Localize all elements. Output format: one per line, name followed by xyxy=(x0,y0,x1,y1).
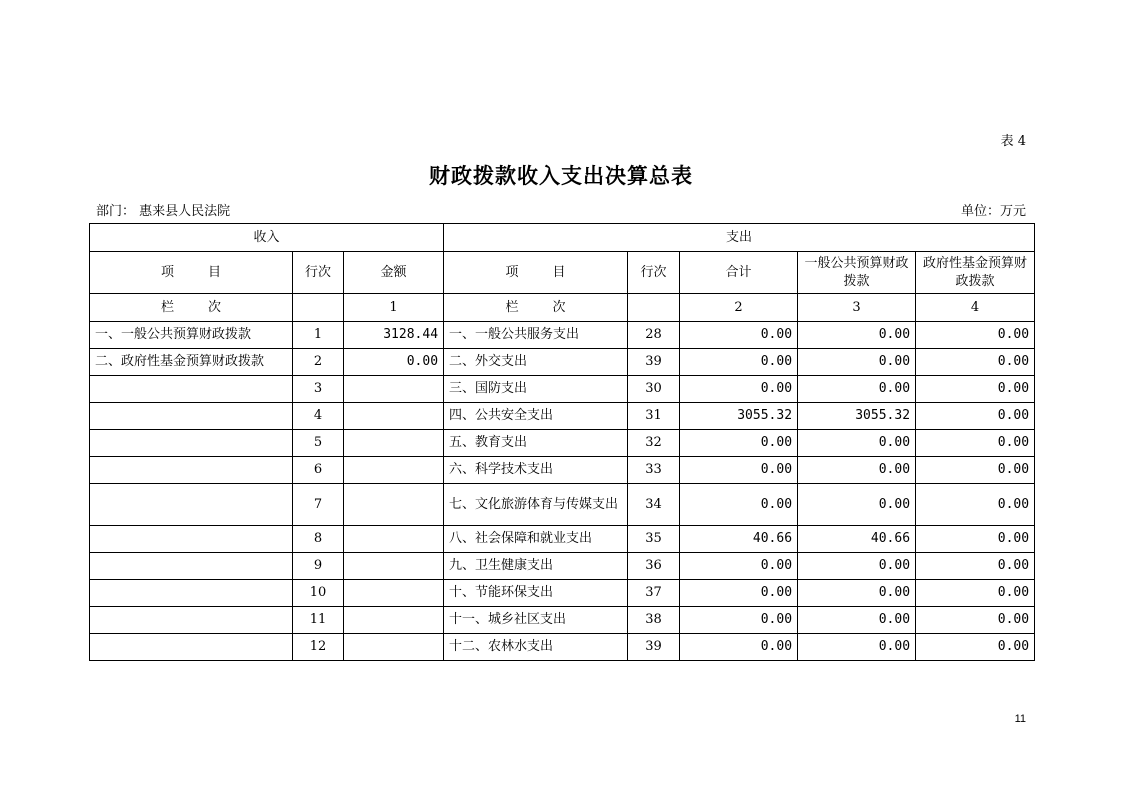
income-item-cell xyxy=(90,484,293,526)
table-row xyxy=(90,484,1035,526)
expense-fund-cell: 0.00 xyxy=(916,376,1035,403)
col2-index: 2 xyxy=(680,294,798,322)
income-row-cell: 7 xyxy=(293,484,344,526)
col3-index: 3 xyxy=(798,294,916,322)
income-amount-cell: 3128.44 xyxy=(344,322,444,349)
expense-item-cell: 二、外交支出 xyxy=(444,349,628,376)
income-row-cell: 2 xyxy=(293,349,344,376)
expense-item-cell: 十二、农林水支出 xyxy=(444,634,628,661)
income-row-no-index xyxy=(293,294,344,322)
expense-item-cell: 十、节能环保支出 xyxy=(444,580,628,607)
expense-general-cell: 0.00 xyxy=(798,457,916,484)
expense-general-cell: 0.00 xyxy=(798,634,916,661)
table-row xyxy=(90,634,1035,661)
expense-general-cell: 0.00 xyxy=(798,484,916,526)
expense-general-header: 一般公共预算财政拨款 xyxy=(798,252,916,294)
income-item-header-b: 目 xyxy=(208,264,222,280)
expense-total-cell: 0.00 xyxy=(680,322,798,349)
income-item-cell xyxy=(90,634,293,661)
income-amount-cell xyxy=(344,580,444,607)
expense-total-cell: 0.00 xyxy=(680,349,798,376)
group-header-row xyxy=(90,224,1035,252)
income-row-cell: 3 xyxy=(293,376,344,403)
expense-item-cell: 三、国防支出 xyxy=(444,376,628,403)
expense-general-cell: 0.00 xyxy=(798,430,916,457)
income-item-cell xyxy=(90,526,293,553)
income-item-cell: 一、一般公共预算财政拨款 xyxy=(90,322,293,349)
expense-general-cell: 0.00 xyxy=(798,607,916,634)
expense-fund-cell: 0.00 xyxy=(916,349,1035,376)
expense-row-cell: 39 xyxy=(628,634,680,661)
income-item-cell: 二、政府性基金预算财政拨款 xyxy=(90,349,293,376)
expense-fund-cell: 0.00 xyxy=(916,634,1035,661)
expense-row-cell: 39 xyxy=(628,349,680,376)
income-row-no-header: 行次 xyxy=(293,252,344,294)
expense-fund-cell: 0.00 xyxy=(916,403,1035,430)
expense-row-cell: 38 xyxy=(628,607,680,634)
expense-row-cell: 34 xyxy=(628,484,680,526)
page-title: 财政拨款收入支出决算总表 xyxy=(429,163,693,188)
expense-row-no-index xyxy=(628,294,680,322)
expense-row-cell: 35 xyxy=(628,526,680,553)
expense-fund-cell: 0.00 xyxy=(916,553,1035,580)
income-item-header xyxy=(90,252,293,294)
expense-row-cell: 30 xyxy=(628,376,680,403)
expense-col-label-a: 栏 xyxy=(505,299,519,315)
income-amount-cell xyxy=(344,526,444,553)
expense-fund-cell: 0.00 xyxy=(916,457,1035,484)
expense-row-cell: 33 xyxy=(628,457,680,484)
income-col-label-a: 栏 xyxy=(160,299,174,315)
expense-row-cell: 32 xyxy=(628,430,680,457)
table-row xyxy=(90,553,1035,580)
department-label: 部门： 惠来县人民法院 xyxy=(96,204,231,219)
income-row-cell: 1 xyxy=(293,322,344,349)
income-amount-cell xyxy=(344,457,444,484)
income-amount-cell xyxy=(344,553,444,580)
table-row xyxy=(90,403,1035,430)
table-row xyxy=(90,430,1035,457)
table-row xyxy=(90,349,1035,376)
table-row xyxy=(90,526,1035,553)
expense-fund-cell: 0.00 xyxy=(916,526,1035,553)
income-col-label xyxy=(90,294,293,322)
expense-total-cell: 0.00 xyxy=(680,484,798,526)
expense-col-label xyxy=(444,294,628,322)
expense-total-cell: 0.00 xyxy=(680,607,798,634)
column-index-row xyxy=(90,294,1035,322)
income-row-cell: 12 xyxy=(293,634,344,661)
col1-index: 1 xyxy=(344,294,444,322)
expense-item-header-b: 目 xyxy=(552,264,566,280)
expense-general-cell: 40.66 xyxy=(798,526,916,553)
expense-group-header: 支出 xyxy=(444,224,1035,252)
income-amount-header: 金额 xyxy=(344,252,444,294)
income-row-cell: 11 xyxy=(293,607,344,634)
income-row-cell: 4 xyxy=(293,403,344,430)
expense-total-cell: 40.66 xyxy=(680,526,798,553)
table-row xyxy=(90,607,1035,634)
table-row xyxy=(90,457,1035,484)
expense-item-cell: 八、社会保障和就业支出 xyxy=(444,526,628,553)
expense-total-cell: 0.00 xyxy=(680,376,798,403)
expense-row-cell: 28 xyxy=(628,322,680,349)
expense-item-cell: 四、公共安全支出 xyxy=(444,403,628,430)
income-item-cell xyxy=(90,580,293,607)
expense-item-cell: 一、一般公共服务支出 xyxy=(444,322,628,349)
expense-row-no-header: 行次 xyxy=(628,252,680,294)
expense-total-header: 合计 xyxy=(680,252,798,294)
income-amount-cell xyxy=(344,376,444,403)
expense-row-cell: 31 xyxy=(628,403,680,430)
expense-general-cell: 0.00 xyxy=(798,376,916,403)
income-row-cell: 10 xyxy=(293,580,344,607)
income-row-cell: 6 xyxy=(293,457,344,484)
income-item-cell xyxy=(90,430,293,457)
income-item-cell xyxy=(90,607,293,634)
expense-item-cell: 七、文化旅游体育与传媒支出 xyxy=(444,484,628,526)
expense-general-cell: 0.00 xyxy=(798,349,916,376)
page-number: 11 xyxy=(1014,713,1026,725)
income-item-cell xyxy=(90,553,293,580)
expense-fund-cell: 0.00 xyxy=(916,580,1035,607)
expense-fund-cell: 0.00 xyxy=(916,430,1035,457)
expense-item-header-a: 项 xyxy=(505,264,519,280)
expense-total-cell: 0.00 xyxy=(680,634,798,661)
expense-fund-cell: 0.00 xyxy=(916,607,1035,634)
expense-item-header xyxy=(444,252,628,294)
expense-row-cell: 36 xyxy=(628,553,680,580)
expense-row-cell: 37 xyxy=(628,580,680,607)
income-amount-cell xyxy=(344,403,444,430)
income-row-cell: 8 xyxy=(293,526,344,553)
income-item-header-a: 项 xyxy=(160,264,174,280)
expense-total-cell: 0.00 xyxy=(680,457,798,484)
expense-col-label-b: 次 xyxy=(552,299,566,315)
income-item-cell xyxy=(90,376,293,403)
unit-label: 单位：万元 xyxy=(960,204,1026,219)
income-row-cell: 9 xyxy=(293,553,344,580)
income-amount-cell xyxy=(344,430,444,457)
income-amount-cell xyxy=(344,634,444,661)
expense-item-cell: 九、卫生健康支出 xyxy=(444,553,628,580)
income-amount-cell xyxy=(344,607,444,634)
col4-index: 4 xyxy=(916,294,1035,322)
column-header-row xyxy=(90,252,1035,294)
income-col-label-b: 次 xyxy=(208,299,222,315)
income-amount-cell xyxy=(344,484,444,526)
expense-item-cell: 六、科学技术支出 xyxy=(444,457,628,484)
table-number-label: 表 4 xyxy=(1000,134,1026,149)
table-row xyxy=(90,580,1035,607)
expense-total-cell: 0.00 xyxy=(680,580,798,607)
income-item-cell xyxy=(90,457,293,484)
finance-table xyxy=(89,223,1035,661)
expense-total-cell: 3055.32 xyxy=(680,403,798,430)
expense-fund-header: 政府性基金预算财政拨款 xyxy=(916,252,1035,294)
income-amount-cell: 0.00 xyxy=(344,349,444,376)
expense-item-cell: 五、教育支出 xyxy=(444,430,628,457)
income-item-cell xyxy=(90,403,293,430)
expense-total-cell: 0.00 xyxy=(680,430,798,457)
expense-general-cell: 0.00 xyxy=(798,580,916,607)
expense-total-cell: 0.00 xyxy=(680,553,798,580)
expense-item-cell: 十一、城乡社区支出 xyxy=(444,607,628,634)
income-group-header: 收入 xyxy=(90,224,444,252)
expense-general-cell: 0.00 xyxy=(798,322,916,349)
expense-fund-cell: 0.00 xyxy=(916,484,1035,526)
expense-general-cell: 3055.32 xyxy=(798,403,916,430)
income-row-cell: 5 xyxy=(293,430,344,457)
expense-fund-cell: 0.00 xyxy=(916,322,1035,349)
table-row xyxy=(90,376,1035,403)
table-row xyxy=(90,322,1035,349)
expense-general-cell: 0.00 xyxy=(798,553,916,580)
